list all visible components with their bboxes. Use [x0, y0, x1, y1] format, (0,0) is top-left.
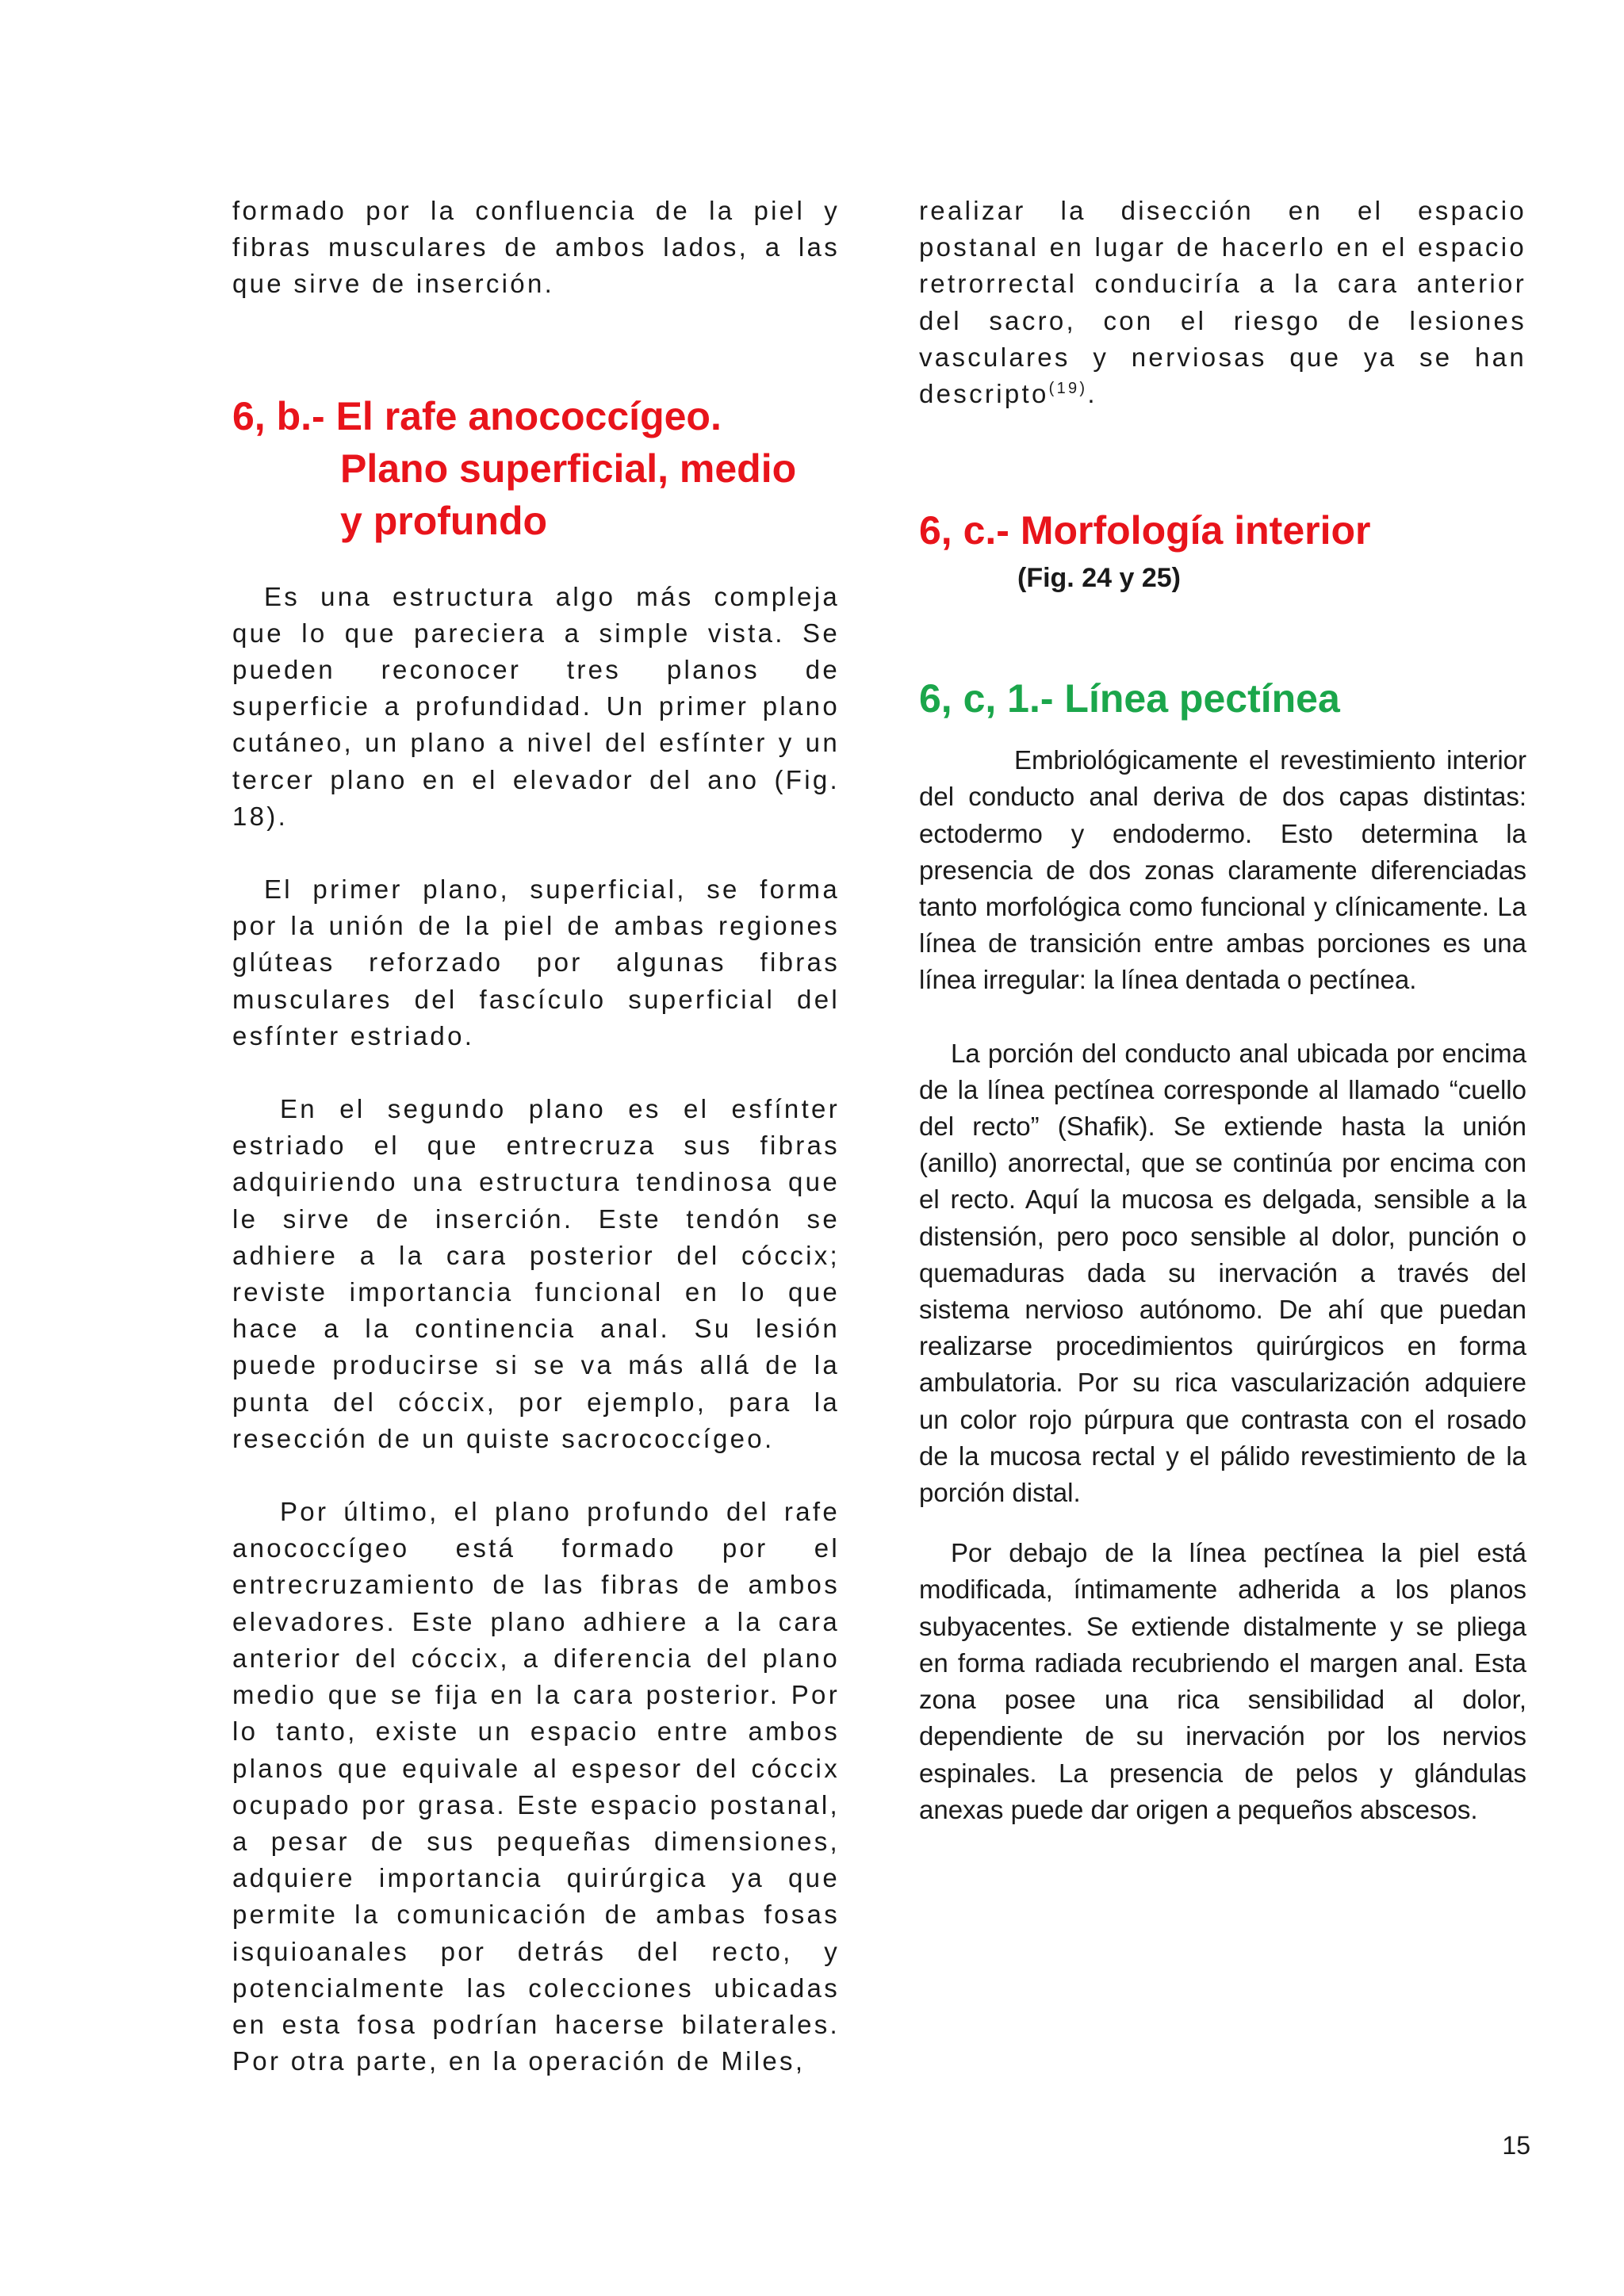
- left-column: [232, 193, 840, 2080]
- paragraph-6c1-3: Por debajo de la línea pectínea la piel está modificada, íntimamente adherida a los planos subyacentes. Se extiende distalmente y se pliega en forma radiada recubriendo el margen anal. Esta zona posee una rica sensibilidad al dolor, dependiente de su inervación por los nervios espinales. La presencia de pelos y glándulas anexas puede dar origen a pequeños abscesos.: [919, 1538, 1526, 1824]
- heading-6b-line1: 6, b.- El rafe anococcígeo.: [232, 393, 722, 438]
- section-heading-6b: [232, 390, 840, 547]
- right-column: [919, 193, 1526, 1828]
- paragraph-intro: formado por la confluencia de la piel y fibras musculares de ambos lados, a las que sirve de inserción.: [232, 196, 840, 299]
- paragraph-continuation: [919, 193, 1526, 412]
- continuation-text: realizar la disección en el espacio postanal en lugar de hacerlo en el espacio retrorrectal conduciría a la cara anterior del sacro, con el riesgo de lesiones vasculares y nerviosas que ya se han descripto: [919, 196, 1526, 409]
- page-number: 15: [1502, 2131, 1530, 2160]
- paragraph-6b-2: El primer plano, superficial, se forma por la unión de la piel de ambas regiones glúteas reforzado por algunas fibras musculares del fascículo superficial del esfínter estriado.: [232, 874, 840, 1050]
- section-heading-6c: 6, c.- Morfología interior: [919, 508, 1371, 553]
- section-heading-6c1: 6, c, 1.- Línea pectínea: [919, 676, 1340, 721]
- paragraph-6c1-1: Embriológicamente el revestimiento interior del conducto anal deriva de dos capas distintas: ectodermo y endodermo. Esto determina la presencia de dos zonas claramente diferenciadas tanto morfológica como funcional y clínicamente. La línea de transición entre ambas porciones es una línea irregular: la línea dentada o pectínea.: [919, 745, 1526, 995]
- paragraph-6b-4: Por último, el plano profundo del rafe anococcígeo está formado por el entrecruzamiento de las fibras de ambos elevadores. Este plano adhiere a la cara anterior del cóccix, a diferencia del plano medio que se fija en la cara posterior. Por lo tanto, existe un espacio entre ambos planos que equivale al espesor del cóccix ocupado por grasa. Este espacio postanal, a pesar de sus pequeñas dimensiones, adquiere importancia quirúrgica ya que permite la comunicación de ambas fosas isquioanales por detrás del recto, y potencialmente las colecciones ubicadas en esta fosa podrían hacerse bilaterales. Por otra parte, en la operación de Miles,: [232, 1497, 840, 2076]
- paragraph-6b-3: En el segundo plano es el esfínter estriado el que entrecruza sus fibras adquiriendo una estructura tendinosa que le sirve de inserción. Este tendón se adhiere a la cara posterior del cóccix; reviste importancia funcional en lo que hace a la continencia anal. Su lesión puede producirse si se va más allá de la punta del cóccix, por ejemplo, para la resección de un quiste sacrococcígeo.: [232, 1094, 840, 1453]
- figure-reference: (Fig. 24 y 25): [1017, 563, 1181, 594]
- reference-number: (19): [1048, 380, 1088, 398]
- paragraph-6b-1: Es una estructura algo más compleja que lo que pareciera a simple vista. Se pueden reconocer tres planos de superficie a profundidad. Un primer plano cutáneo, un plano a nivel del esfínter y un tercer plano en el elevador del ano (Fig. 18).: [232, 581, 840, 831]
- heading-6b-line3: y profundo: [340, 498, 548, 543]
- heading-6b-line2: Plano superficial, medio: [340, 446, 797, 491]
- paragraph-6c1-2: La porción del conducto anal ubicada por encima de la línea pectínea corresponde al llamado “cuello del recto” (Shafik). Se extiende hasta la unión (anillo) anorrectal, que se continúa por encima con el recto. Aquí la mucosa es delgada, sensible a la distensión, pero poco sensible al dolor, punción o quemaduras dada su inervación a través del sistema nervioso autónomo. De ahí que puedan realizarse procedimientos quirúrgicos en forma ambulatoria. Por su rica vascularización adquiere un color rojo púrpura que contrasta con el rosado de la mucosa rectal y el pálido revestimiento de la porción distal.: [919, 1038, 1526, 1508]
- continuation-end: .: [1087, 379, 1097, 409]
